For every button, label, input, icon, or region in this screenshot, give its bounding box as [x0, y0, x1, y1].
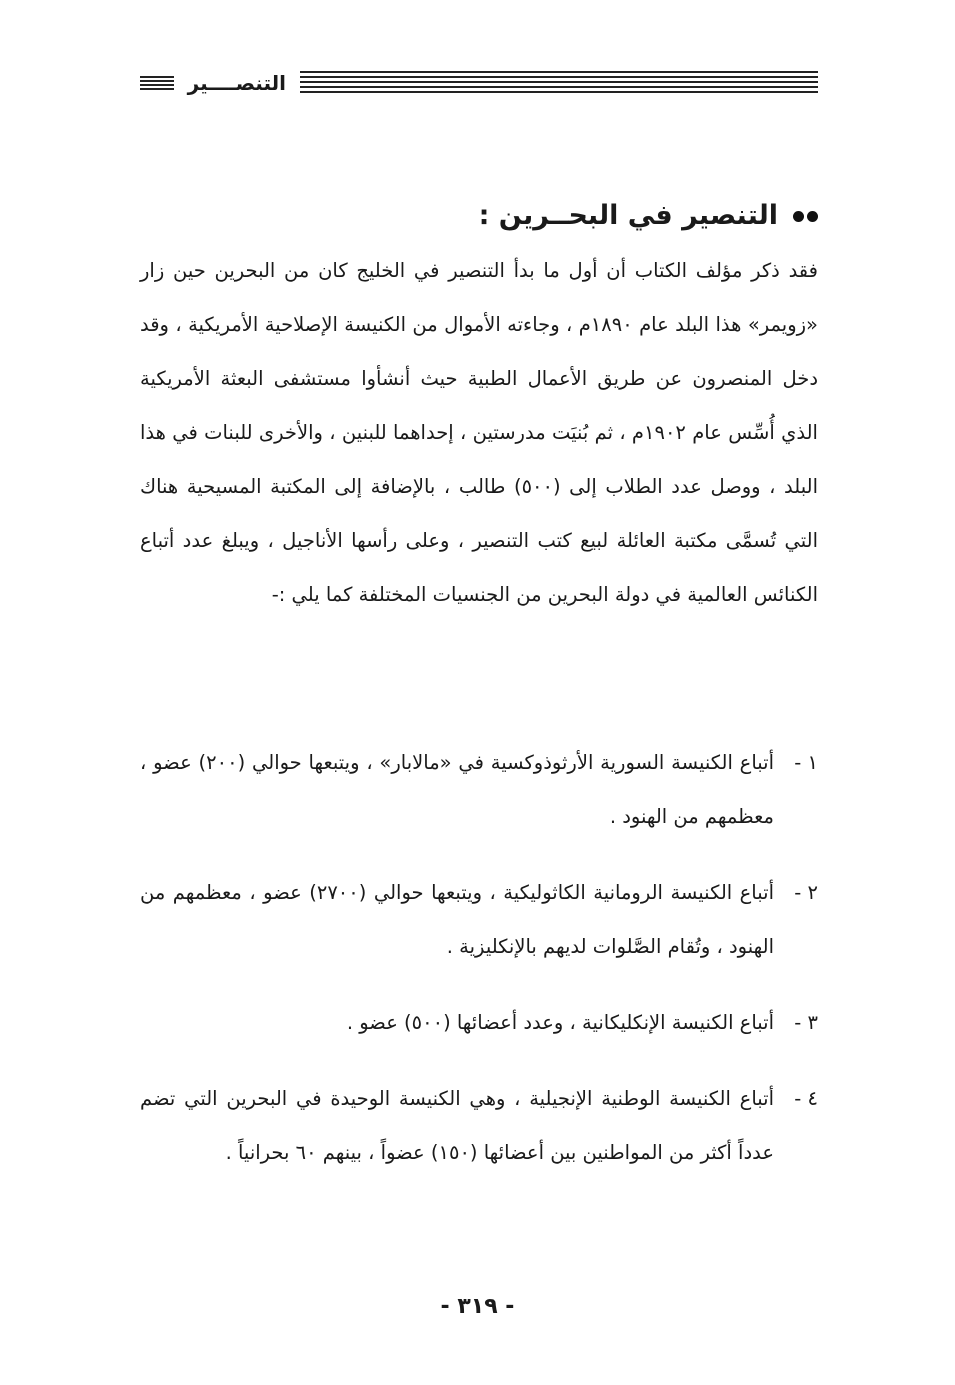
churches-list: [140, 736, 818, 1202]
list-item: [140, 736, 818, 844]
header-decorative-rule: [300, 71, 818, 95]
list-item-text: أتباع الكنيسة الإنكليكانية ، وعدد أعضائها (٥٠٠) عضو .: [346, 1011, 774, 1034]
list-item-number: ٣ -: [794, 1011, 818, 1034]
header-decorative-rule-short: [140, 76, 174, 92]
running-header: [140, 68, 818, 98]
bullet-icon: [790, 200, 818, 231]
list-item-number: ١ -: [794, 751, 818, 774]
list-item-text: أتباع الكنيسة الوطنية الإنجيلية ، وهي الكنيسة الوحيدة في البحرين التي تضم عدداً أكثر من المواطنين بين أعضائها (١٥٠) عضواً ، بينهم ٦٠ بحرانياً .: [140, 1087, 774, 1164]
section-heading: التنصير في البحــرين :: [478, 200, 778, 232]
list-item: [140, 996, 818, 1050]
page-number: - ٣١٩ -: [440, 1294, 515, 1319]
list-item-number: ٤ -: [794, 1087, 818, 1110]
list-item-text: أتباع الكنيسة السورية الأرثوذوكسية في «مالابار» ، ويتبعها حوالي (٢٠٠) عضو ، معظمهم من الهنود .: [140, 751, 774, 828]
body-paragraph: فقد ذكر مؤلف الكتاب أن أول ما بدأ التنصير في الخليج كان من البحرين حين زار «زويمر» هذا البلد عام ١٨٩٠م ، وجاءته الأموال من الكنيسة الإصلاحية الأمريكية ، وقد دخل المنصرون عن طريق الأعمال الطبية حيث أنشأوا مستشفى البعثة الأمريكية الذي أُسِّس عام ١٩٠٢م ، ثم بُنيَت مدرستين ، إحداهما للبنين ، والأخرى للبنات في هذا البلد ، ووصل عدد الطلاب إلى (٥٠٠) طالب ، بالإضافة إلى المكتبة المسيحية هناك التي تُسمَّى مكتبة العائلة لبيع كتب التنصير ، وعلى رأسها الأناجيل ، ويبلغ عدد أتباع الكنائس العالمية في دولة البحرين من الجنسيات المختلفة كما يلي :-: [140, 259, 818, 606]
list-item-number: ٢ -: [794, 881, 818, 904]
list-item-text: أتباع الكنيسة الرومانية الكاثوليكية ، ويتبعها حوالي (٢٧٠٠) عضو ، معظمهم من الهنود ، وتُقام الصَّلوات لديهم بالإنكليزية .: [140, 881, 774, 958]
list-item: [140, 866, 818, 974]
section-heading-block: [479, 194, 818, 238]
list-item: [140, 1072, 818, 1180]
running-title: التنصــــير: [187, 71, 286, 95]
